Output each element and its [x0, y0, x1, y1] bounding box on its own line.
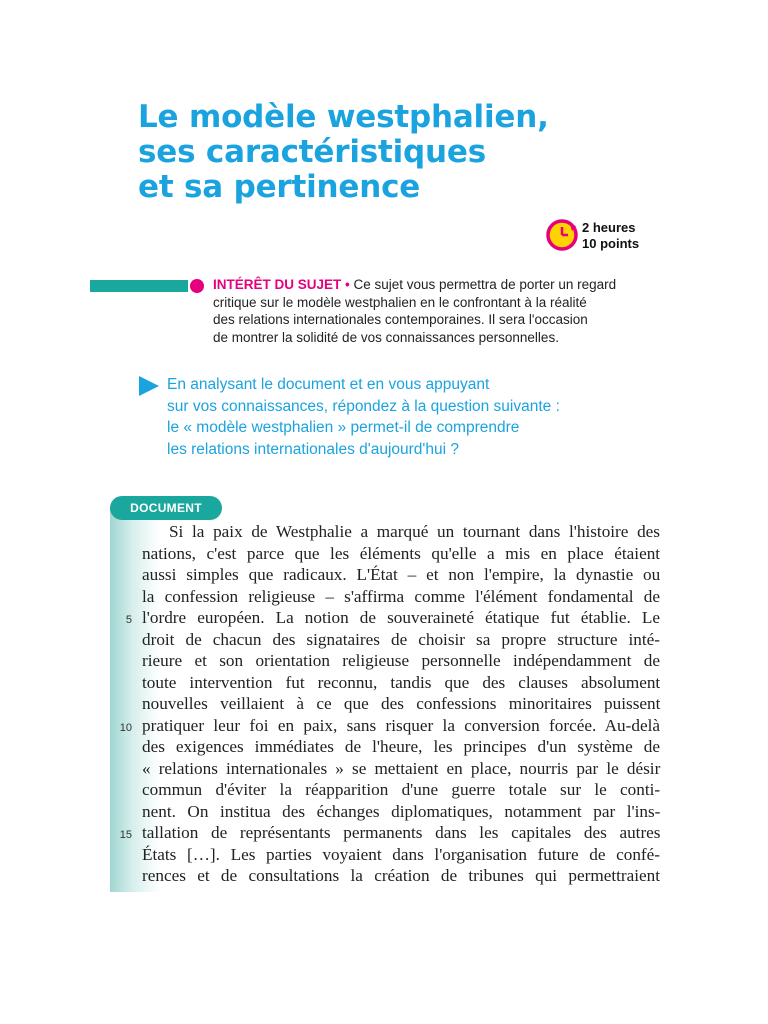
document-line: États […]. Les parties voyaient dans l'organisation future de confé-	[142, 844, 660, 864]
line-number: 15	[119, 829, 132, 841]
line-number: 5	[125, 614, 132, 626]
points-text: 10 points	[582, 236, 640, 251]
document-line: aussi simples que radicaux. L'État – et non l'empire, la dynastie ou	[142, 565, 661, 584]
document-line: nations, c'est parce que les éléments qu'elle a mis en place étaient	[142, 543, 661, 563]
document-line: des exigences immédiates de l'heure, les principes d'un système de	[142, 737, 660, 756]
document-line: toute intervention fut reconnu, tandis que des clauses absolument	[142, 672, 661, 692]
document-line: nouvelles veillaient à ce que des confessions minoritaires puissent	[142, 694, 661, 713]
question-line: les relations internationales d'aujourd'hui ?	[167, 440, 459, 458]
question-line: En analysant le document et en vous appuyant	[167, 376, 490, 393]
document-line: tallation de représentants permanents dans les capitales des autres	[142, 823, 661, 842]
question-prompt	[167, 374, 667, 460]
document-line: « relations internationales » se mettaient en place, nourris par le désir	[142, 758, 661, 778]
interet-du-sujet	[213, 276, 633, 346]
document-line: commun d'éviter la réapparition d'une guerre totale sur le conti-	[142, 780, 661, 799]
play-arrow-icon	[137, 375, 161, 397]
line-number: 10	[119, 722, 132, 734]
document-line: nent. On institua des échanges diplomatiques, notamment par l'ins-	[142, 801, 661, 821]
page-title	[138, 100, 698, 205]
timer-block	[545, 218, 655, 254]
section-bar	[90, 280, 188, 292]
interet-line: critique sur le modèle westphalien en le confrontant à la réalité	[213, 294, 587, 310]
question-line: sur vos connaissances, répondez à la question suivante :	[167, 397, 560, 415]
document-line: la confession religieuse – s'affirma comme l'élément fondamental de	[142, 586, 660, 606]
document-line: rieure et son orientation religieuse personnelle indépendamment de	[142, 651, 660, 670]
title-line: ses caractéristiques	[138, 134, 486, 170]
title-line: et sa pertinence	[138, 169, 421, 205]
document-text	[142, 521, 660, 887]
document-line: Si la paix de Westphalie a marqué un tournant dans l'histoire des	[169, 522, 660, 541]
interet-line: de montrer la solidité de vos connaissances personnelles.	[213, 329, 559, 345]
title-line: Le modèle westphalien,	[138, 99, 549, 135]
interet-line: des relations internationales contemporaines. Il sera l'occasion	[213, 312, 588, 327]
bullet-dot	[190, 279, 204, 293]
interet-label: INTÉRÊT DU SUJET •	[213, 277, 350, 292]
document-line: pratiquer leur foi en paix, sans risquer la conversion forcée. Au-delà	[142, 715, 660, 735]
question-line: le « modèle westphalien » permet-il de comprendre	[167, 419, 520, 436]
interet-line: Ce sujet vous permettra de porter un regard	[349, 277, 617, 292]
duration-text: 2 heures	[582, 220, 636, 235]
clock-icon	[545, 218, 579, 252]
document-tab: DOCUMENT	[110, 496, 222, 520]
document-line: rences et de consultations la création de tribunes qui permettraient	[142, 866, 660, 885]
document-line: droit de chacun des signataires de choisir sa propre structure inté-	[142, 629, 660, 649]
document-line: l'ordre européen. La notion de souveraineté étatique fut établie. Le	[142, 608, 660, 627]
